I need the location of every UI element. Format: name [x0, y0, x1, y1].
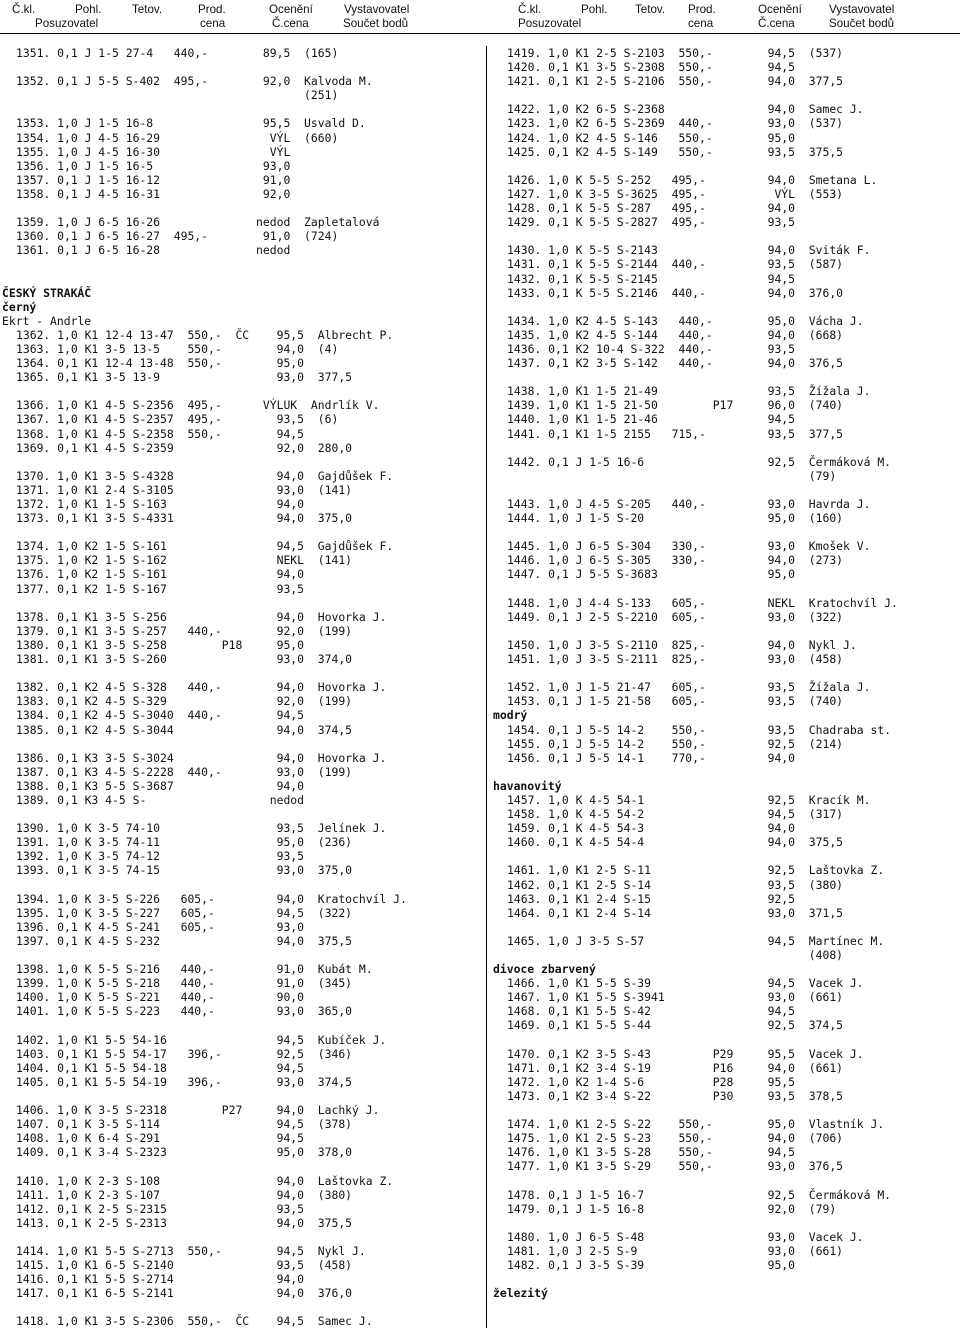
entry-line: 1370. 1,0 K1 3-5 S-4328 94,0 Gajdůšek F.	[16, 468, 394, 483]
entry-line: 1480. 1,0 J 6-5 S-48 93,0 Vacek J.	[507, 1229, 864, 1244]
entry-line: 1381. 0,1 K1 3-5 S-260 93,0 374,0	[16, 652, 353, 667]
entry-line: 1361. 0,1 J 6-5 16-28 nedod	[16, 243, 291, 258]
blank-line	[2, 1018, 477, 1032]
entry-line: 1422. 1,0 K2 6-5 S-2368 94,0 Samec J.	[507, 102, 864, 117]
entry-line: 1407. 0,1 K 3-5 S-114 94,5 (378)	[16, 1117, 353, 1132]
blank-line	[2, 455, 477, 469]
results-column-right	[493, 46, 960, 1300]
header-soucet-bodu: Součet bodů	[343, 17, 409, 30]
entry-line: 1428. 0,1 K 5-5 S-287 495,- 94,0	[507, 201, 796, 216]
entry-line: 1447. 0,1 J 5-5 S-3683 95,0	[507, 567, 796, 582]
entry-line: 1458. 1,0 K 4-5 54-2 94,5 (317)	[507, 807, 844, 822]
blank-line	[493, 159, 960, 173]
header-tetov: Tetov.	[132, 3, 163, 16]
entry-line: 1367. 1,0 K1 4-5 S-2357 495,- 93,5 (6)	[16, 412, 339, 427]
entry-line: 1466. 1,0 K1 5-5 S-39 94,5 Vacek J.	[507, 976, 864, 991]
entry-line: 1379. 0,1 K1 3-5 S-257 440,- 92,0 (199)	[16, 623, 353, 638]
header-prod: Prod.	[688, 3, 716, 16]
column-divider	[486, 46, 487, 1328]
judge-line: Ekrt - Andrle	[2, 313, 92, 328]
entry-line: 1358. 0,1 J 4-5 16-31 92,0	[16, 186, 291, 201]
header-pohl: Pohl.	[75, 3, 102, 16]
blank-line	[2, 272, 477, 286]
entry-line: 1469. 0,1 K1 5-5 S-44 92,5 374,5	[507, 1018, 844, 1033]
entry-line: 1351. 0,1 J 1-5 27-4 440,- 89,5 (165)	[16, 46, 339, 60]
entry-line: 1453. 0,1 J 1-5 21-58 605,- 93,5 (740)	[507, 694, 844, 709]
entry-line: 1441. 0,1 K1 1-5 2155 715,- 93,5 377,5	[507, 426, 844, 441]
entry-line: 1429. 0,1 K 5-5 S-2827 495,- 93,5	[507, 215, 796, 230]
blank-line	[493, 1033, 960, 1047]
entry-line: 1403. 0,1 K1 5-5 54-17 396,- 92,5 (346)	[16, 1046, 353, 1061]
header-oceneni: Ocenění	[758, 3, 802, 16]
entry-line: 1432. 0,1 K 5-5 S-2145 94,5	[507, 271, 796, 286]
blank-line	[2, 201, 477, 215]
blank-line	[493, 582, 960, 596]
entry-line: 1445. 1,0 J 6-5 S-304 330,- 93,0 Kmošek V.	[507, 539, 871, 554]
column-header-left	[0, 0, 480, 34]
entry-line: 1406. 1,0 K 3-5 S-2318 P27 94,0 Lachký J.	[16, 1103, 380, 1118]
entry-line: 1451. 1,0 J 3-5 S-2111 825,- 93,0 (458)	[507, 652, 844, 667]
entry-line: 1452. 1,0 J 1-5 21-47 605,- 93,5 Žížala J.	[507, 680, 871, 695]
entry-line: 1404. 0,1 K1 5-5 54-18 94,5	[16, 1060, 305, 1075]
header-ckl: Č.kl.	[518, 3, 542, 16]
header-vystavovatel: Vystavovatel	[829, 3, 895, 16]
entry-line: 1424. 1,0 K2 4-5 S-146 550,- 95,0	[507, 130, 796, 145]
entry-line: 1460. 0,1 K 4-5 54-4 94,0 375,5	[507, 835, 844, 850]
entry-line: 1478. 0,1 J 1-5 16-7 92,5 Čermáková M.	[507, 1187, 892, 1202]
entry-line: 1465. 1,0 J 3-5 S-57 94,5 Martínec M.	[507, 933, 885, 948]
entry-line: 1456. 0,1 J 5-5 14-1 770,- 94,0	[507, 750, 796, 765]
blank-line	[493, 300, 960, 314]
entry-line: 1387. 0,1 K3 4-5 S-2228 440,- 93,0 (199)	[16, 764, 353, 779]
entry-line: 1410. 1,0 K 2-3 S-108 94,0 Laštovka Z.	[16, 1173, 394, 1188]
entry-line: (251)	[16, 88, 339, 103]
blank-line	[493, 765, 960, 779]
entry-line: 1384. 0,1 K2 4-5 S-3040 440,- 94,5	[16, 708, 305, 723]
entry-line: 1430. 1,0 K 5-5 S-2143 94,0 Sviták F.	[507, 243, 871, 258]
results-column-left	[2, 46, 477, 1329]
entry-line: 1389. 0,1 K3 4-5 S- nedod	[16, 792, 305, 807]
entry-line: 1366. 1,0 K1 4-5 S-2356 495,- VÝLUK Andrlík V.	[16, 398, 380, 413]
entry-line: 1357. 0,1 J 1-5 16-12 91,0	[16, 172, 291, 187]
entry-line: 1396. 0,1 K 4-5 S-241 605,- 93,0	[16, 919, 305, 934]
entry-line: 1363. 1,0 K1 3-5 13-5 550,- 94,0 (4)	[16, 341, 339, 356]
entry-line: 1395. 1,0 K 3-5 S-227 605,- 94,5 (322)	[16, 905, 353, 920]
entry-line: 1371. 1,0 K1 2-4 S-3105 93,0 (141)	[16, 482, 353, 497]
entry-line: 1446. 1,0 J 6-5 S-305 330,- 94,0 (273)	[507, 553, 844, 568]
entry-line: 1356. 1,0 J 1-5 16-5 93,0	[16, 158, 291, 173]
entry-line: 1473. 0,1 K2 3-4 S-22 P30 93,5 378,5	[507, 1088, 844, 1103]
blank-line	[2, 878, 477, 892]
entry-line: 1380. 0,1 K1 3-5 S-258 P18 95,0	[16, 637, 305, 652]
header-oceneni: Ocenění	[269, 3, 313, 16]
blank-line	[493, 666, 960, 680]
entry-line: 1413. 0,1 K 2-5 S-2313 94,0 375,5	[16, 1215, 353, 1230]
entry-line: 1400. 1,0 K 5-5 S-221 440,- 90,0	[16, 990, 305, 1005]
entry-line: 1468. 0,1 K1 5-5 S-42 94,5	[507, 1004, 796, 1019]
header-c-cena: Č.cena	[272, 17, 309, 30]
entry-line: 1374. 1,0 K2 1-5 S-161 94,5 Gajdůšek F.	[16, 539, 394, 554]
header-c-cena: Č.cena	[758, 17, 795, 30]
blank-line	[2, 596, 477, 610]
blank-line	[2, 1159, 477, 1173]
blank-line	[2, 257, 477, 271]
entry-line: 1427. 1,0 K 3-5 S-3625 495,- VÝL (553)	[507, 186, 844, 201]
blank-line	[493, 1174, 960, 1188]
entry-line: 1378. 0,1 K1 3-5 S-256 94,0 Hovorka J.	[16, 609, 387, 624]
entry-line: 1442. 0,1 J 1-5 16-6 92,5 Čermáková M.	[507, 454, 892, 469]
entry-line: 1481. 1,0 J 2-5 S-9 93,0 (661)	[507, 1243, 844, 1258]
entry-line: 1464. 0,1 K1 2-4 S-14 93,0 371,5	[507, 905, 844, 920]
entry-line: 1454. 0,1 J 5-5 14-2 550,- 93,5 Chadraba st.	[507, 722, 892, 737]
entry-line: 1388. 0,1 K3 5-5 S-3687 94,0	[16, 778, 305, 793]
blank-line	[493, 1216, 960, 1230]
entry-line: 1459. 0,1 K 4-5 54-3 94,0	[507, 821, 796, 836]
entry-line: 1418. 1,0 K1 3-5 S-2306 550,- ČC 94,5 Samec J.	[16, 1314, 373, 1329]
entry-line: 1479. 0,1 J 1-5 16-8 92,0 (79)	[507, 1201, 837, 1216]
entry-line: 1412. 0,1 K 2-5 S-2315 93,5	[16, 1201, 305, 1216]
section-heading: modrý	[493, 708, 528, 723]
entry-line: 1369. 0,1 K1 4-5 S-2359 92,0 280,0	[16, 440, 353, 455]
blank-line	[2, 1300, 477, 1314]
blank-line	[2, 60, 477, 74]
header-pohl: Pohl.	[581, 3, 608, 16]
entry-line: 1419. 1,0 K1 2-5 S-2103 550,- 94,5 (537)	[507, 46, 844, 60]
entry-line: 1376. 1,0 K2 1-5 S-161 94,0	[16, 567, 305, 582]
entry-line: 1444. 1,0 J 1-5 S-20 95,0 (160)	[507, 511, 844, 526]
entry-line: 1450. 1,0 J 3-5 S-2110 825,- 94,0 Nykl J.	[507, 637, 857, 652]
entry-line: 1438. 1,0 K1 1-5 21-49 93,5 Žížala J.	[507, 384, 871, 399]
entry-line: 1443. 1,0 J 4-5 S-205 440,- 93,0 Havrda J.	[507, 497, 871, 511]
section-heading: havanovitý	[493, 778, 562, 793]
blank-line	[2, 666, 477, 680]
entry-line: 1477. 1,0 K1 3-5 S-29 550,- 93,0 376,5	[507, 1159, 844, 1174]
entry-line: 1364. 0,1 K1 12-4 13-48 550,- 95,0	[16, 356, 305, 371]
entry-line: 1399. 1,0 K 5-5 S-218 440,- 91,0 (345)	[16, 976, 353, 991]
blank-line	[493, 849, 960, 863]
section-heading: ČESKÝ STRAKÁČ	[2, 285, 92, 300]
blank-line	[493, 920, 960, 934]
blank-line	[493, 1272, 960, 1286]
entry-line: 1397. 0,1 K 4-5 S-232 94,0 375,5	[16, 933, 353, 948]
blank-line	[2, 948, 477, 962]
blank-line	[2, 102, 477, 116]
entry-line: 1386. 0,1 K3 3-5 S-3024 94,0 Hovorka J.	[16, 750, 387, 765]
entry-line: 1368. 1,0 K1 4-5 S-2358 550,- 94,5	[16, 426, 305, 441]
entry-line: 1471. 0,1 K2 3-4 S-19 P16 94,0 (661)	[507, 1060, 844, 1075]
entry-line: 1472. 1,0 K2 1-4 S-6 P28 95,5	[507, 1074, 796, 1089]
header-cena: cena	[200, 17, 226, 30]
entry-line: 1448. 1,0 J 4-4 S-133 605,- NEKL Kratochvíl J.	[507, 595, 898, 610]
blank-line	[2, 807, 477, 821]
entry-line: 1425. 0,1 K2 4-5 S-149 550,- 93,5 375,5	[507, 144, 844, 159]
entry-line: 1434. 1,0 K2 4-5 S-143 440,- 95,0 Vácha J.	[507, 313, 864, 328]
header-vystavovatel: Vystavovatel	[344, 3, 410, 16]
entry-line: 1416. 0,1 K1 5-5 S-2714 94,0	[16, 1272, 305, 1287]
entry-line: 1377. 0,1 K2 1-5 S-167 93,5	[16, 581, 305, 596]
entry-line: 1482. 0,1 J 3-5 S-39 95,0	[507, 1258, 796, 1273]
column-header-bar	[0, 0, 960, 34]
header-soucet-bodu: Součet bodů	[829, 17, 895, 30]
entry-line: 1463. 0,1 K1 2-4 S-15 92,5	[507, 891, 796, 906]
entry-line: 1365. 0,1 K1 3-5 13-9 93,0 377,5	[16, 370, 353, 385]
entry-line: 1391. 1,0 K 3-5 74-11 95,0 (236)	[16, 835, 353, 850]
blank-line	[2, 525, 477, 539]
entry-line: 1420. 0,1 K1 3-5 S-2308 550,- 94,5	[507, 60, 796, 75]
entry-line: 1455. 0,1 J 5-5 14-2 550,- 92,5 (214)	[507, 736, 844, 751]
entry-line: (408)	[507, 948, 844, 962]
entry-line: 1409. 0,1 K 3-4 S-2323 95,0 378,0	[16, 1145, 353, 1160]
entry-line: 1437. 0,1 K2 3-5 S-142 440,- 94,0 376,5	[507, 356, 844, 371]
entry-line: 1392. 1,0 K 3-5 74-12 93,5	[16, 849, 305, 864]
entry-line: 1385. 0,1 K2 4-5 S-3044 94,0 374,5	[16, 722, 353, 737]
entry-line: 1421. 0,1 K1 2-5 S-2106 550,- 94,0 377,5	[507, 74, 844, 89]
entry-line: 1355. 1,0 J 4-5 16-30 VÝL	[16, 144, 291, 159]
entry-line: 1372. 1,0 K1 1-5 S-163 94,0	[16, 497, 305, 511]
entry-line: 1439. 1,0 K1 1-5 21-50 P17 96,0 (740)	[507, 398, 844, 413]
entry-line: 1393. 0,1 K 3-5 74-15 93,0 375,0	[16, 863, 353, 878]
blank-line	[2, 737, 477, 751]
entry-line: 1352. 0,1 J 5-5 S-402 495,- 92,0 Kalvoda M.	[16, 74, 373, 89]
entry-line: 1423. 1,0 K2 6-5 S-2369 440,- 93,0 (537)	[507, 116, 844, 131]
entry-line: 1398. 1,0 K 5-5 S-216 440,- 91,0 Kubát M.	[16, 962, 373, 977]
blank-line	[493, 483, 960, 497]
entry-line: 1436. 0,1 K2 10-4 S-322 440,- 93,5	[507, 341, 796, 356]
section-heading: černý	[2, 299, 37, 314]
entry-line: 1402. 1,0 K1 5-5 54-16 94,5 Kubíček J.	[16, 1032, 387, 1047]
blank-line	[2, 1089, 477, 1103]
entry-line: 1433. 0,1 K 5-5 S.2146 440,- 94,0 376,0	[507, 285, 844, 300]
blank-line	[493, 525, 960, 539]
entry-line: (79)	[507, 468, 837, 483]
entry-line: 1462. 0,1 K1 2-5 S-14 93,5 (380)	[507, 877, 844, 892]
blank-line	[2, 384, 477, 398]
entry-line: 1401. 1,0 K 5-5 S-223 440,- 93,0 365,0	[16, 1004, 353, 1019]
entry-line: 1431. 0,1 K 5-5 S-2144 440,- 93,5 (587)	[507, 257, 844, 272]
entry-line: 1390. 1,0 K 3-5 74-10 93,5 Jelínek J.	[16, 821, 387, 836]
blank-line	[493, 441, 960, 455]
entry-line: 1417. 0,1 K1 6-5 S-2141 94,0 376,0	[16, 1286, 353, 1301]
entry-line: 1353. 1,0 J 1-5 16-8 95,5 Usvald D.	[16, 116, 366, 131]
blank-line	[493, 1103, 960, 1117]
entry-line: 1470. 0,1 K2 3-5 S-43 P29 95,5 Vacek J.	[507, 1046, 864, 1061]
blank-line	[493, 229, 960, 243]
entry-line: 1415. 1,0 K1 6-5 S-2140 93,5 (458)	[16, 1258, 353, 1273]
entry-line: 1457. 1,0 K 4-5 54-1 92,5 Kracík M.	[507, 792, 871, 807]
header-posuzovatel: Posuzovatel	[518, 17, 582, 30]
entry-line: 1440. 1,0 K1 1-5 21-46 94,5	[507, 412, 796, 427]
entry-line: 1414. 1,0 K1 5-5 S-2713 550,- 94,5 Nykl J.	[16, 1243, 366, 1258]
entry-line: 1359. 1,0 J 6-5 16-26 nedod Zapletalová	[16, 215, 380, 230]
blank-line	[493, 624, 960, 638]
entry-line: 1360. 0,1 J 6-5 16-27 495,- 91,0 (724)	[16, 229, 339, 244]
entry-line: 1411. 1,0 K 2-3 S-107 94,0 (380)	[16, 1187, 353, 1202]
entry-line: 1467. 1,0 K1 5-5 S-3941 93,0 (661)	[507, 990, 844, 1005]
entry-line: 1475. 1,0 K1 2-5 S-23 550,- 94,0 (706)	[507, 1131, 844, 1146]
header-cena: cena	[688, 17, 714, 30]
entry-line: 1426. 1,0 K 5-5 S-252 495,- 94,0 Smetana L.	[507, 172, 878, 187]
entry-line: 1435. 1,0 K2 4-5 S-144 440,- 94,0 (668)	[507, 327, 844, 342]
header-prod: Prod.	[198, 3, 226, 16]
section-heading: divoce zbarvený	[493, 962, 596, 977]
entry-line: 1394. 1,0 K 3-5 S-226 605,- 94,0 Kratochvíl J.	[16, 891, 407, 906]
entry-line: 1408. 1,0 K 6-4 S-291 94,5	[16, 1131, 305, 1146]
blank-line	[493, 88, 960, 102]
entry-line: 1373. 0,1 K1 3-5 S-4331 94,0 375,0	[16, 511, 353, 526]
section-heading: železitý	[493, 1286, 548, 1301]
column-header-right	[480, 0, 960, 34]
header-ckl: Č.kl.	[12, 3, 36, 16]
entry-line: 1375. 1,0 K2 1-5 S-162 NEKL (141)	[16, 553, 353, 568]
entry-line: 1383. 0,1 K2 4-5 S-329 92,0 (199)	[16, 694, 353, 709]
entry-line: 1476. 1,0 K1 3-5 S-28 550,- 94,5	[507, 1145, 796, 1160]
header-posuzovatel: Posuzovatel	[35, 17, 99, 30]
blank-line	[493, 370, 960, 384]
entry-line: 1449. 0,1 J 2-5 S-2210 605,- 93,0 (322)	[507, 609, 844, 624]
header-tetov: Tetov.	[635, 3, 666, 16]
entry-line: 1405. 0,1 K1 5-5 54-19 396,- 93,0 374,5	[16, 1074, 353, 1089]
entry-line: 1354. 1,0 J 4-5 16-29 VÝL (660)	[16, 130, 339, 145]
entry-line: 1362. 1,0 K1 12-4 13-47 550,- ČC 95,5 Albrecht P.	[16, 327, 394, 342]
blank-line	[2, 1230, 477, 1244]
entry-line: 1382. 0,1 K2 4-5 S-328 440,- 94,0 Hovorka J.	[16, 680, 387, 695]
entry-line: 1474. 1,0 K1 2-5 S-22 550,- 95,0 Vlastník J.	[507, 1117, 885, 1132]
entry-line: 1461. 1,0 K1 2-5 S-11 92,5 Laštovka Z.	[507, 863, 885, 878]
